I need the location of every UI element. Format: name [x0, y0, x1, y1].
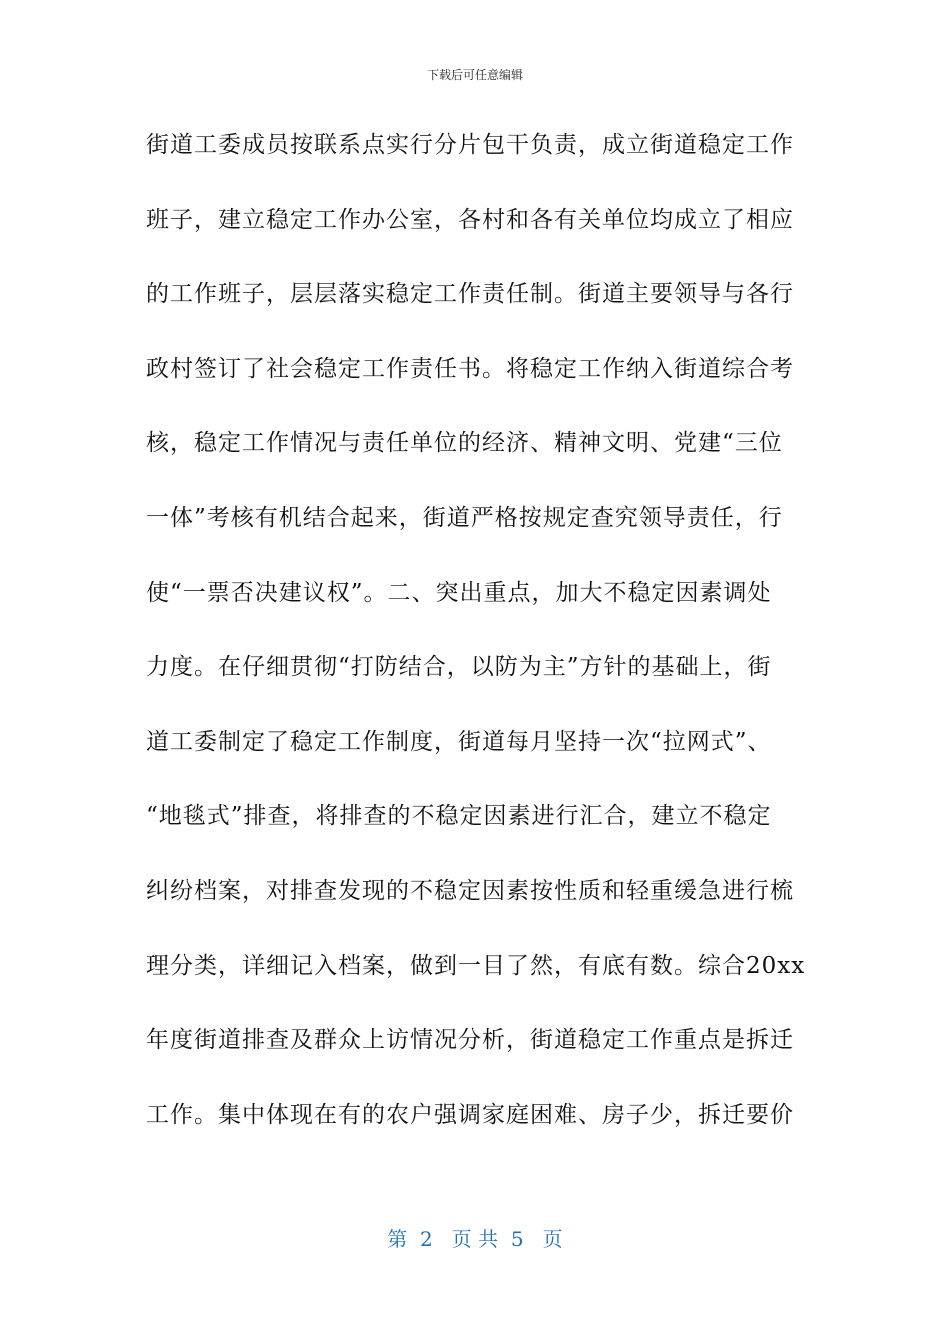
- body-line: 政村签订了社会稳定工作责任书。将稳定工作纳入街道综合考: [146, 355, 794, 382]
- body-line: 力度。在仔细贯彻“打防结合，以防为主”方针的基础上，街: [146, 654, 772, 681]
- body-line: 班子，建立稳定工作办公室，各村和各有关单位均成立了相应: [146, 206, 794, 233]
- body-line: 的工作班子，层层落实稳定工作责任制。街道主要领导与各行: [146, 281, 794, 308]
- page-header-note: 下载后可任意编辑: [426, 68, 523, 82]
- body-line: 街道工委成员按联系点实行分片包干负责，成立街道稳定工作: [146, 132, 794, 158]
- body-line: 使“一票否决建议权”。二、突出重点，加大不稳定因素调处: [146, 579, 772, 606]
- body-line: 理分类，详细记入档案，做到一目了然，有底有数。综合20xx: [146, 952, 806, 979]
- body-line: 工作。集中体现在有的农户强调家庭困难、房子少，拆迁要价: [146, 1101, 794, 1128]
- document-body: [146, 120, 826, 1164]
- body-line: 纠纷档案，对排查发现的不稳定因素按性质和轻重缓急进行梳: [146, 877, 794, 904]
- body-line: 一体”考核有机结合起来，街道严格按规定查究领导责任，行: [146, 504, 783, 531]
- body-line: 核，稳定工作情况与责任单位的经济、精神文明、党建“三位: [146, 430, 783, 457]
- body-line: “地毯式”排查，将排查的不稳定因素进行汇合，建立不稳定: [146, 803, 772, 830]
- body-line: 年度街道排查及群众上访情况分析，街道稳定工作重点是拆迁: [146, 1027, 794, 1054]
- body-line: 道工委制定了稳定工作制度，街道每月坚持一次“拉网式”、: [146, 728, 772, 755]
- page-number-footer: 第 2 页 共 5 页: [387, 1227, 563, 1251]
